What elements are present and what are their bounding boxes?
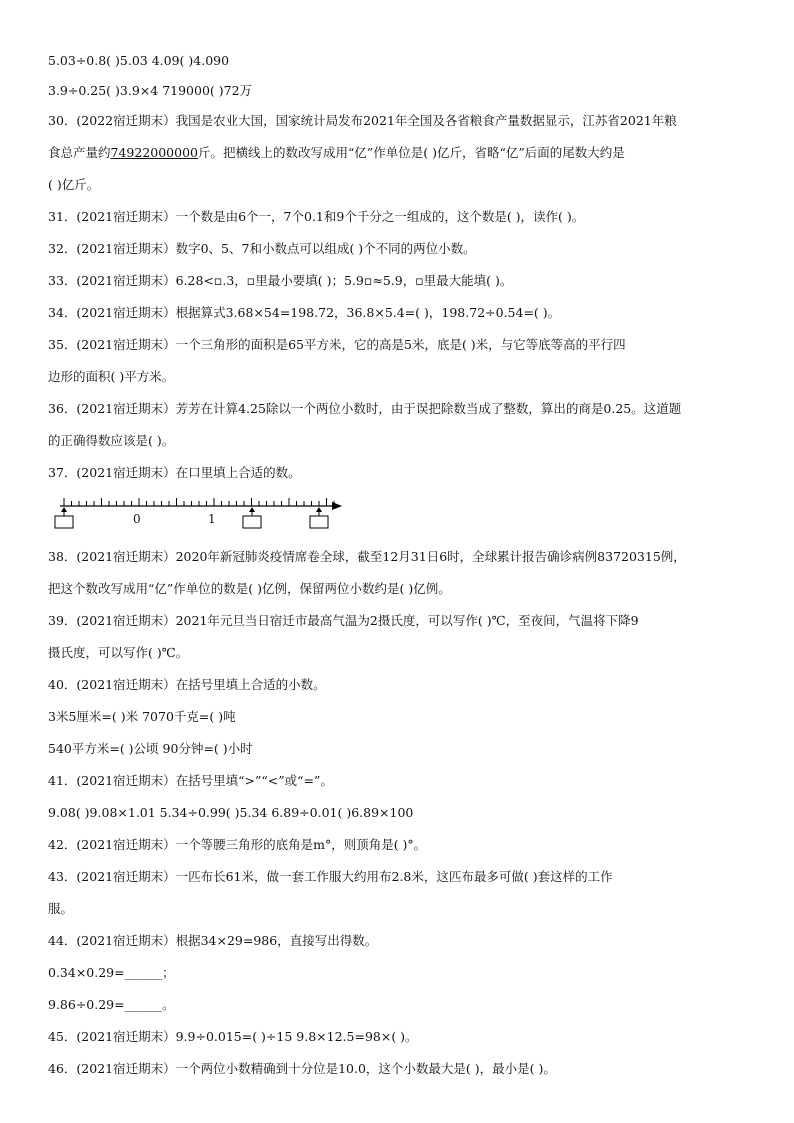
line-text: ( )亿斤。 bbox=[48, 177, 100, 192]
line-text: 37．(2021宿迁期末）在口里填上合适的数。 bbox=[48, 465, 301, 480]
question-35-line-2 bbox=[48, 368, 758, 386]
line-text: 33．(2021宿迁期末）6.28<▫.3，▫里最小要填( )；5.9▫≈5.9，▫里最大能填( )。 bbox=[48, 273, 513, 288]
line-text: 34．(2021宿迁期末）根据算式3.68×54=198.72，36.8×5.4=( )，198.72÷0.54=( )。 bbox=[48, 305, 561, 320]
question-38-line-2 bbox=[48, 580, 758, 598]
answer-box-2[interactable] bbox=[243, 516, 261, 528]
line-text: 41．(2021宿迁期末）在括号里填“>”“<”或“=”。 bbox=[48, 773, 333, 788]
question-43 bbox=[48, 868, 758, 886]
question-43-line-2 bbox=[48, 900, 758, 918]
line-text: 5.03÷0.8( )5.03 4.09( )4.090 bbox=[48, 53, 230, 68]
question-42 bbox=[48, 836, 758, 854]
line-text: 45．(2021宿迁期末）9.9÷0.015=( )÷15 9.8×12.5=98×( )。 bbox=[48, 1029, 418, 1044]
question-36-line-2 bbox=[48, 432, 758, 450]
number-line-ticks bbox=[64, 498, 334, 506]
tick-label-1: 1 bbox=[208, 512, 216, 526]
line-text: 食总产量约 bbox=[48, 145, 111, 160]
tick-label-0: 0 bbox=[133, 512, 141, 526]
number-line-figure bbox=[48, 488, 358, 540]
question-37 bbox=[48, 464, 758, 482]
box-pointer-arrow bbox=[316, 507, 322, 512]
question-34 bbox=[48, 304, 758, 322]
line-text: 3.9÷0.25( )3.9×4 719000( )72万 bbox=[48, 83, 253, 98]
question-45 bbox=[48, 1028, 758, 1046]
question-39-line-2 bbox=[48, 644, 758, 662]
line-text: 30．(2022宿迁期末）我国是农业大国，国家统计局发布2021年全国及各省粮食产量数据显示，江苏省2021年粮 bbox=[48, 113, 677, 128]
question-30-line-3 bbox=[48, 176, 758, 194]
question-35 bbox=[48, 336, 758, 354]
line-text: 0.34×0.29=______； bbox=[48, 965, 175, 980]
line-text: 35．(2021宿迁期末）一个三角形的面积是65平方米，它的高是5米，底是( )米，与它等底等高的平行四 bbox=[48, 337, 626, 352]
answer-boxes bbox=[55, 507, 328, 528]
question-40-row-2 bbox=[48, 740, 758, 758]
line-text: 44．(2021宿迁期末）根据34×29=986，直接写出得数。 bbox=[48, 933, 378, 948]
question-44 bbox=[48, 932, 758, 950]
line-text: 32．(2021宿迁期末）数字0、5、7和小数点可以组成( )个不同的两位小数。 bbox=[48, 241, 476, 256]
worksheet-page bbox=[48, 52, 758, 1078]
line-text: 斤。把横线上的数改写成用“亿”作单位是( )亿斤，省略“亿”后面的尾数大约是 bbox=[198, 145, 625, 160]
line-text: 43．(2021宿迁期末）一匹布长61米，做一套工作服大约用布2.8米，这匹布最多可做( )套这样的工作 bbox=[48, 869, 613, 884]
question-46 bbox=[48, 1060, 758, 1078]
line-text: 39．(2021宿迁期末）2021年元旦当日宿迁市最高气温为2摄氏度，可以写作( )℃，至夜间，气温将下降9 bbox=[48, 613, 639, 628]
line-text: 31．(2021宿迁期末）一个数是由6个一，7个0.1和9个千分之一组成的，这个数是( )，读作( )。 bbox=[48, 209, 585, 224]
box-pointer-arrow bbox=[61, 507, 67, 512]
question-38 bbox=[48, 548, 758, 566]
question-36 bbox=[48, 400, 758, 418]
line-text: 40．(2021宿迁期末）在括号里填上合适的小数。 bbox=[48, 677, 326, 692]
question-39 bbox=[48, 612, 758, 630]
question-44-row-2 bbox=[48, 996, 758, 1014]
question-30 bbox=[48, 112, 758, 130]
question-44-row-1 bbox=[48, 964, 758, 982]
line-text: 3米5厘米=( )米 7070千克=( )吨 bbox=[48, 709, 236, 724]
line-text: 服。 bbox=[48, 901, 74, 916]
line-1 bbox=[48, 52, 758, 70]
line-text: 的正确得数应该是( )。 bbox=[48, 433, 175, 448]
question-41-row bbox=[48, 804, 758, 822]
line-text: 36．(2021宿迁期末）芳芳在计算4.25除以一个两位小数时，由于误把除数当成了整数，算出的商是0.25。这道题 bbox=[48, 401, 682, 416]
question-40-row-1 bbox=[48, 708, 758, 726]
line-text: 9.86÷0.29=______。 bbox=[48, 997, 175, 1012]
question-32 bbox=[48, 240, 758, 258]
line-text: 摄氏度，可以写作( )℃。 bbox=[48, 645, 189, 660]
question-40 bbox=[48, 676, 758, 694]
line-text: 42．(2021宿迁期末）一个等腰三角形的底角是m°，则顶角是( )°。 bbox=[48, 837, 427, 852]
number-line bbox=[48, 488, 758, 540]
answer-box-3[interactable] bbox=[310, 516, 328, 528]
question-41 bbox=[48, 772, 758, 790]
line-2 bbox=[48, 82, 758, 100]
line-text: 边形的面积( )平方米。 bbox=[48, 369, 175, 384]
line-text: 540平方米=( )公顷 90分钟=( )小时 bbox=[48, 741, 253, 756]
number-line-arrow bbox=[332, 502, 342, 510]
question-30-line-2 bbox=[48, 144, 758, 162]
question-33 bbox=[48, 272, 758, 290]
line-text: 9.08( )9.08×1.01 5.34÷0.99( )5.34 6.89÷0.01( )6.89×100 bbox=[48, 805, 414, 820]
box-pointer-arrow bbox=[249, 507, 255, 512]
line-text: 46．(2021宿迁期末）一个两位小数精确到十分位是10.0，这个小数最大是( )，最小是( )。 bbox=[48, 1061, 556, 1076]
line-text: 38．(2021宿迁期末）2020年新冠肺炎疫情席卷全球，截至12月31日6时，全球累计报告确诊病例83720315例， bbox=[48, 549, 686, 564]
underlined-number: 74922000000 bbox=[110, 145, 198, 160]
question-31 bbox=[48, 208, 758, 226]
line-text: 把这个数改写成用“亿”作单位的数是( )亿例，保留两位小数约是( )亿例。 bbox=[48, 581, 451, 596]
answer-box-1[interactable] bbox=[55, 516, 73, 528]
